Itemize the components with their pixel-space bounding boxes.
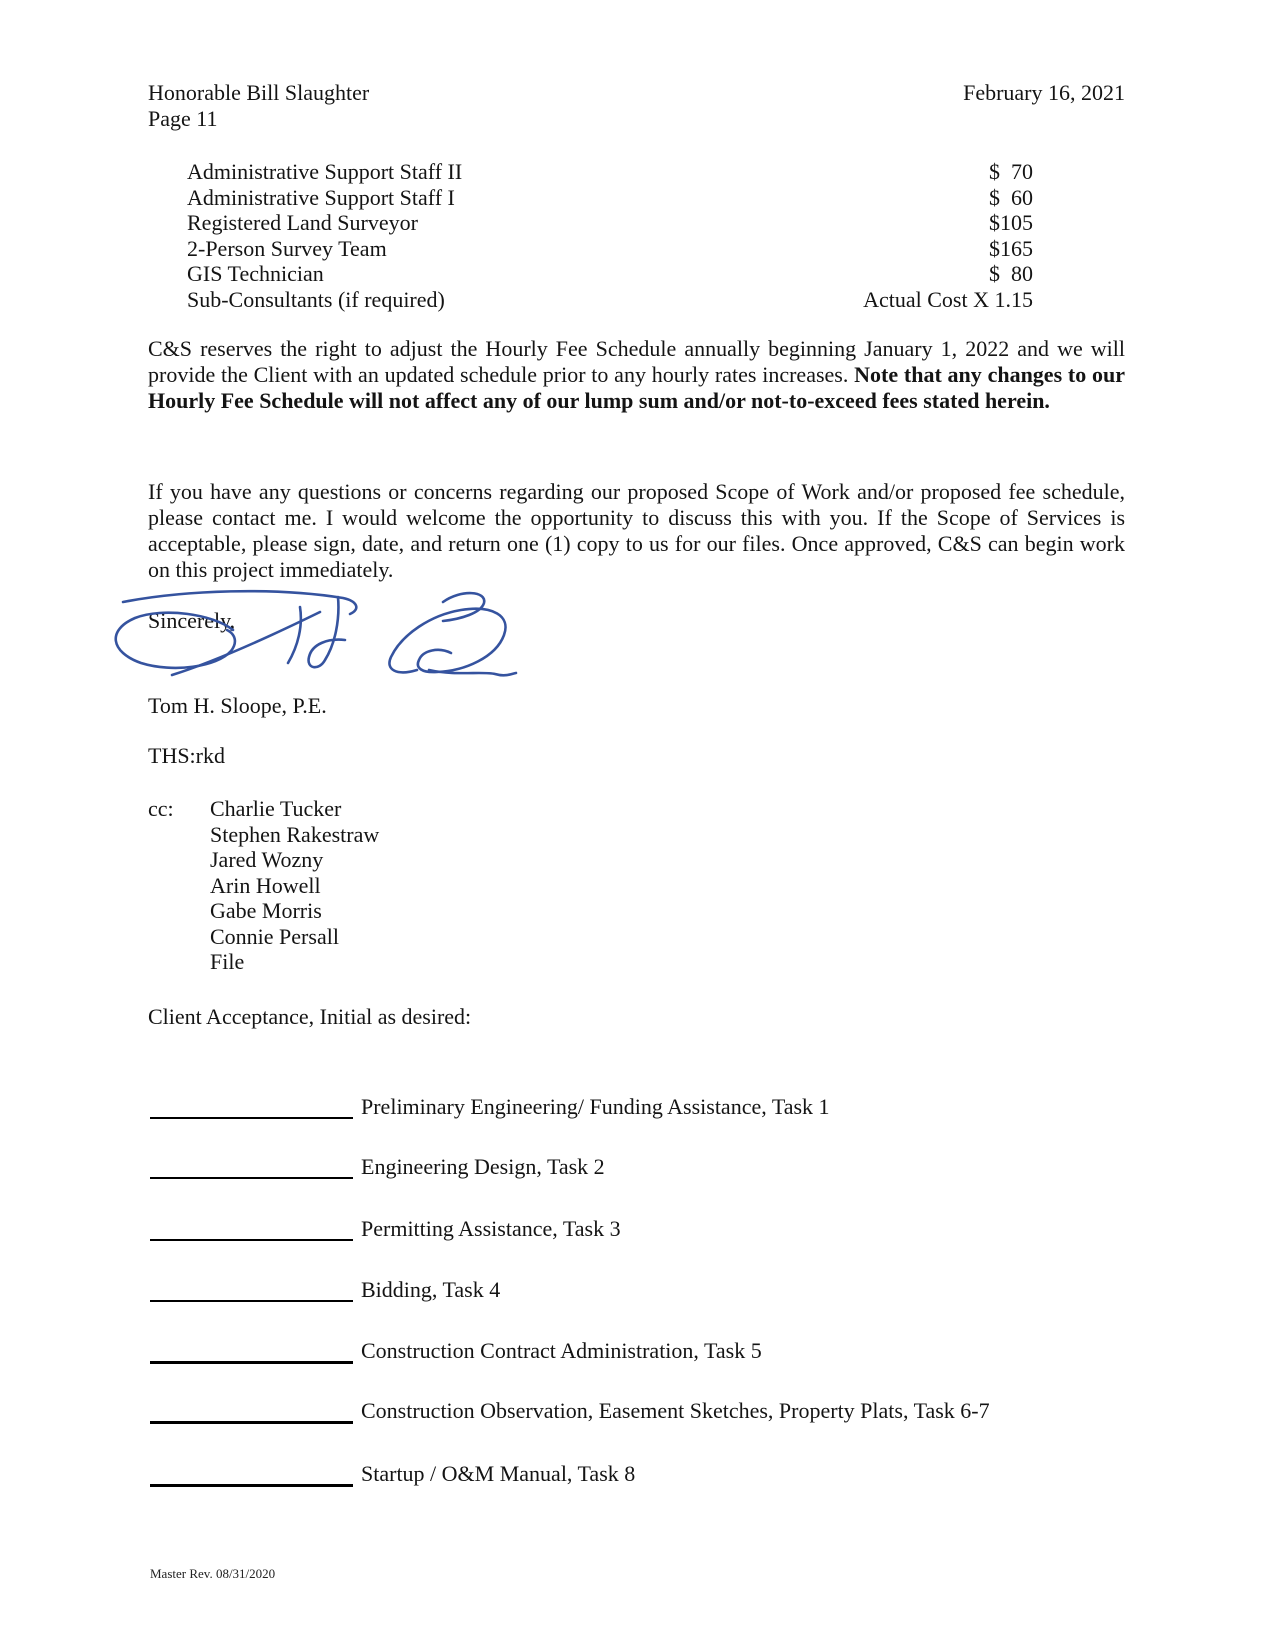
fee-value: $105 [989,210,1033,235]
cc-name: Charlie Tucker [210,796,342,821]
acceptance-task-row [150,1094,830,1120]
fee-row [148,261,1125,287]
task-label: Construction Contract Administration, Task 5 [361,1338,762,1363]
task-label: Bidding, Task 4 [361,1277,501,1302]
fee-label: Registered Land Surveyor [187,210,418,235]
task-label: Preliminary Engineering/ Funding Assistance, Task 1 [361,1094,830,1119]
cc-block [148,796,379,975]
fee-value: Actual Cost X 1.15 [863,286,1033,312]
acceptance-task-row [150,1338,762,1364]
fee-label: Administrative Support Staff I [187,184,455,210]
fee-value: $ 70 [989,159,1033,184]
initials-field-task-5[interactable] [150,1338,353,1364]
task-label: Construction Observation, Easement Sketches, Property Plats, Task 6-7 [361,1398,990,1423]
fee-value: $165 [989,235,1033,261]
initials-field-task-4[interactable] [150,1277,353,1302]
initials-field-task-8[interactable] [150,1461,353,1487]
task-label: Permitting Assistance, Task 3 [361,1216,621,1241]
initials-field-task-2[interactable] [150,1154,353,1179]
revision-note: Master Rev. 08/31/2020 [150,1566,276,1581]
signer-name: Tom H. Sloope, P.E. [148,693,327,718]
acceptance-task-row [150,1398,990,1424]
salutation: Sincerely, [148,608,236,633]
fee-value: $ 80 [989,261,1033,286]
cc-name: Stephen Rakestraw [210,821,380,847]
acceptance-task-row [150,1277,500,1303]
acceptance-task-row [150,1154,605,1180]
fee-adjustment-bold-text: Note that any changes to our Hourly Fee Schedule will not affect any of our lump sum and/or not-to-exceed fees stated herein. [148,362,1125,413]
fee-row [148,287,1125,313]
handwritten-signature [95,582,540,687]
cc-name: Jared Wozny [210,847,324,872]
recipient-name: Honorable Bill Slaughter [148,80,370,105]
initials-field-task-1[interactable] [150,1094,353,1119]
fee-row [148,236,1125,262]
signature-strokes [116,591,516,675]
initials-field-task-6-7[interactable] [150,1398,353,1424]
fee-row [148,159,1125,185]
acceptance-heading: Client Acceptance, Initial as desired: [148,1004,472,1029]
cc-name: Connie Persall [210,923,339,949]
fee-adjustment-paragraph [148,336,1125,414]
cc-label: cc: [148,796,174,821]
initials-field-task-3[interactable] [150,1216,353,1241]
letter-header [148,80,1125,106]
cc-names [210,796,379,975]
fee-label: GIS Technician [187,261,324,286]
fee-schedule-table [148,159,1125,312]
closing-request-paragraph: If you have any questions or concerns regarding our proposed Scope of Work and/or proposed fee schedule, please contact me. I would welcome the opportunity to discuss this with you. If the Scope of Services is acceptable, please sign, date, and return one (1) copy to us for our files. Once approved, C&S can begin work on this project immediately. [148,479,1125,582]
fee-value: $ 60 [989,184,1033,210]
fee-adjustment-text: C&S reserves the right to adjust the Hourly Fee Schedule annually beginning January 1, 2022 and we will provide the Client with an updated schedule prior to any hourly rates increases. [148,336,1125,387]
acceptance-task-row [150,1216,621,1242]
page-number: Page 11 [148,106,218,131]
cc-name: Arin Howell [210,872,321,898]
fee-row [148,185,1125,211]
task-label: Engineering Design, Task 2 [361,1154,605,1179]
cc-name: Gabe Morris [210,898,322,923]
fee-label: 2-Person Survey Team [187,235,387,261]
fee-label: Sub-Consultants (if required) [187,286,445,312]
letter-date: February 16, 2021 [963,80,1125,105]
typist-initials: THS:rkd [148,743,225,768]
acceptance-task-row [150,1461,635,1487]
fee-row [148,210,1125,236]
fee-label: Administrative Support Staff II [187,159,463,184]
task-label: Startup / O&M Manual, Task 8 [361,1461,636,1486]
cc-name: File [210,949,245,974]
